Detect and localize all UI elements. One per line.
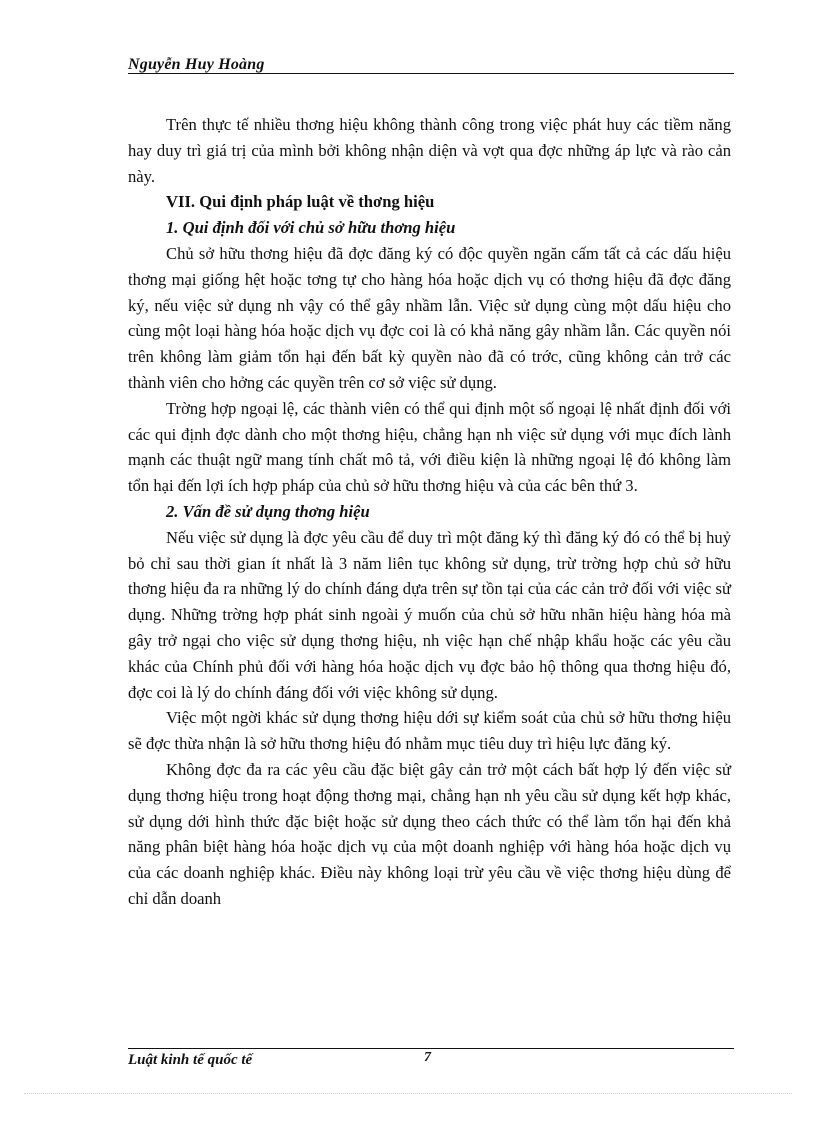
footer-rule <box>128 1048 734 1049</box>
section-heading: VII. Qui định pháp luật về thơng hiệu <box>166 192 435 212</box>
paragraph: Trên thực tế nhiều thơng hiệu không thành công trong việc phát huy các tiềm năng hay duy trì giá trị của mình bởi không nhận diện và vợt qua đợc những áp lực và rào cản này. <box>128 115 731 186</box>
header-author: Nguyễn Huy Hoàng <box>128 56 265 73</box>
subsection-heading-1: 1. Qui định đối với chủ sở hữu thơng hiệu <box>166 218 456 238</box>
page-number: 7 <box>424 1050 431 1065</box>
header-rule <box>128 73 734 74</box>
footer-title: Luật kinh tế quốc tế <box>128 1052 253 1068</box>
paragraph: Chủ sở hữu thơng hiệu đã đợc đăng ký có độc quyền ngăn cấm tất cả các dấu hiệu thơng mại giống hệt hoặc tơng tự cho hàng hóa hoặc dịch vụ có thơng hiệu đã đợc đăng ký, nếu việc sử dụng nh vậy có thể gây nhầm lẫn. Việc sử dụng cùng một dấu hiệu cho cùng một loại hàng hóa hoặc dịch vụ đợc coi là có khả năng gây nhầm lẫn. Các quyền nói trên không làm giảm tổn hại đến bất kỳ quyền nào đã có trớc, cũng không cản trở các thành viên cho hởng các quyền trên cơ sở việc sử dụng. <box>128 243 731 392</box>
paragraph: Trờng hợp ngoại lệ, các thành viên có thể qui định một số ngoại lệ nhất định đối với các qui định đợc dành cho một thơng hiệu, chẳng hạn nh việc sử dụng với mục đích lành mạnh các thuật ngữ mang tính chất mô tả, với điều kiện là những ngoại lệ đó không làm tổn hại đến lợi ích hợp pháp của chủ sở hữu thơng hiệu và của các bên thứ 3. <box>128 398 731 496</box>
paragraph: Nếu việc sử dụng là đợc yêu cầu để duy trì một đăng ký thì đăng ký đó có thể bị huỷ bỏ chỉ sau thời gian ít nhất là 3 năm liên tục không sử dụng, trừ trờng hợp chủ sở hữu thơng hiệu đa ra những lý do chính đáng dựa trên sự tồn tại của các cản trở đối với việc sử dụng. Những trờng hợp phát sinh ngoài ý muốn của chủ sở hữu nhãn hiệu hàng hóa mà gây trở ngại cho việc sử dụng thơng hiệu, nh việc hạn chế nhập khẩu hoặc các yêu cầu khác của Chính phủ đối với hàng hóa hoặc dịch vụ đợc bảo hộ thông qua thơng hiệu đó, đợc coi là lý do chính đáng đối với việc không sử dụng. <box>128 527 731 702</box>
subsection-heading-2: 2. Vấn đề sử dụng thơng hiệu <box>166 501 370 521</box>
paragraph: Việc một ngời khác sử dụng thơng hiệu dới sự kiểm soát của chủ sở hữu thơng hiệu sẽ đợc thừa nhận là sở hữu thơng hiệu đó nhằm mục tiêu duy trì hiệu lực đăng ký. <box>128 708 731 754</box>
page-bottom-border <box>24 1093 792 1094</box>
paragraph: Không đợc đa ra các yêu cầu đặc biệt gây cản trở một cách bất hợp lý đến việc sử dụng thơng hiệu trong hoạt động thơng mại, chẳng hạn nh yêu cầu sử dụng kết hợp khác, sử dụng dới hình thức đặc biệt hoặc sử dụng theo cách thức có thể làm tổn hại đến khả năng phân biệt hàng hóa hoặc dịch vụ của một doanh nghiệp với hàng hóa hoặc dịch vụ của các doanh nghiệp khác. Điều này không loại trừ yêu cầu về việc thơng hiệu dùng để chỉ dẫn doanh <box>128 759 731 908</box>
page-content <box>128 112 731 912</box>
